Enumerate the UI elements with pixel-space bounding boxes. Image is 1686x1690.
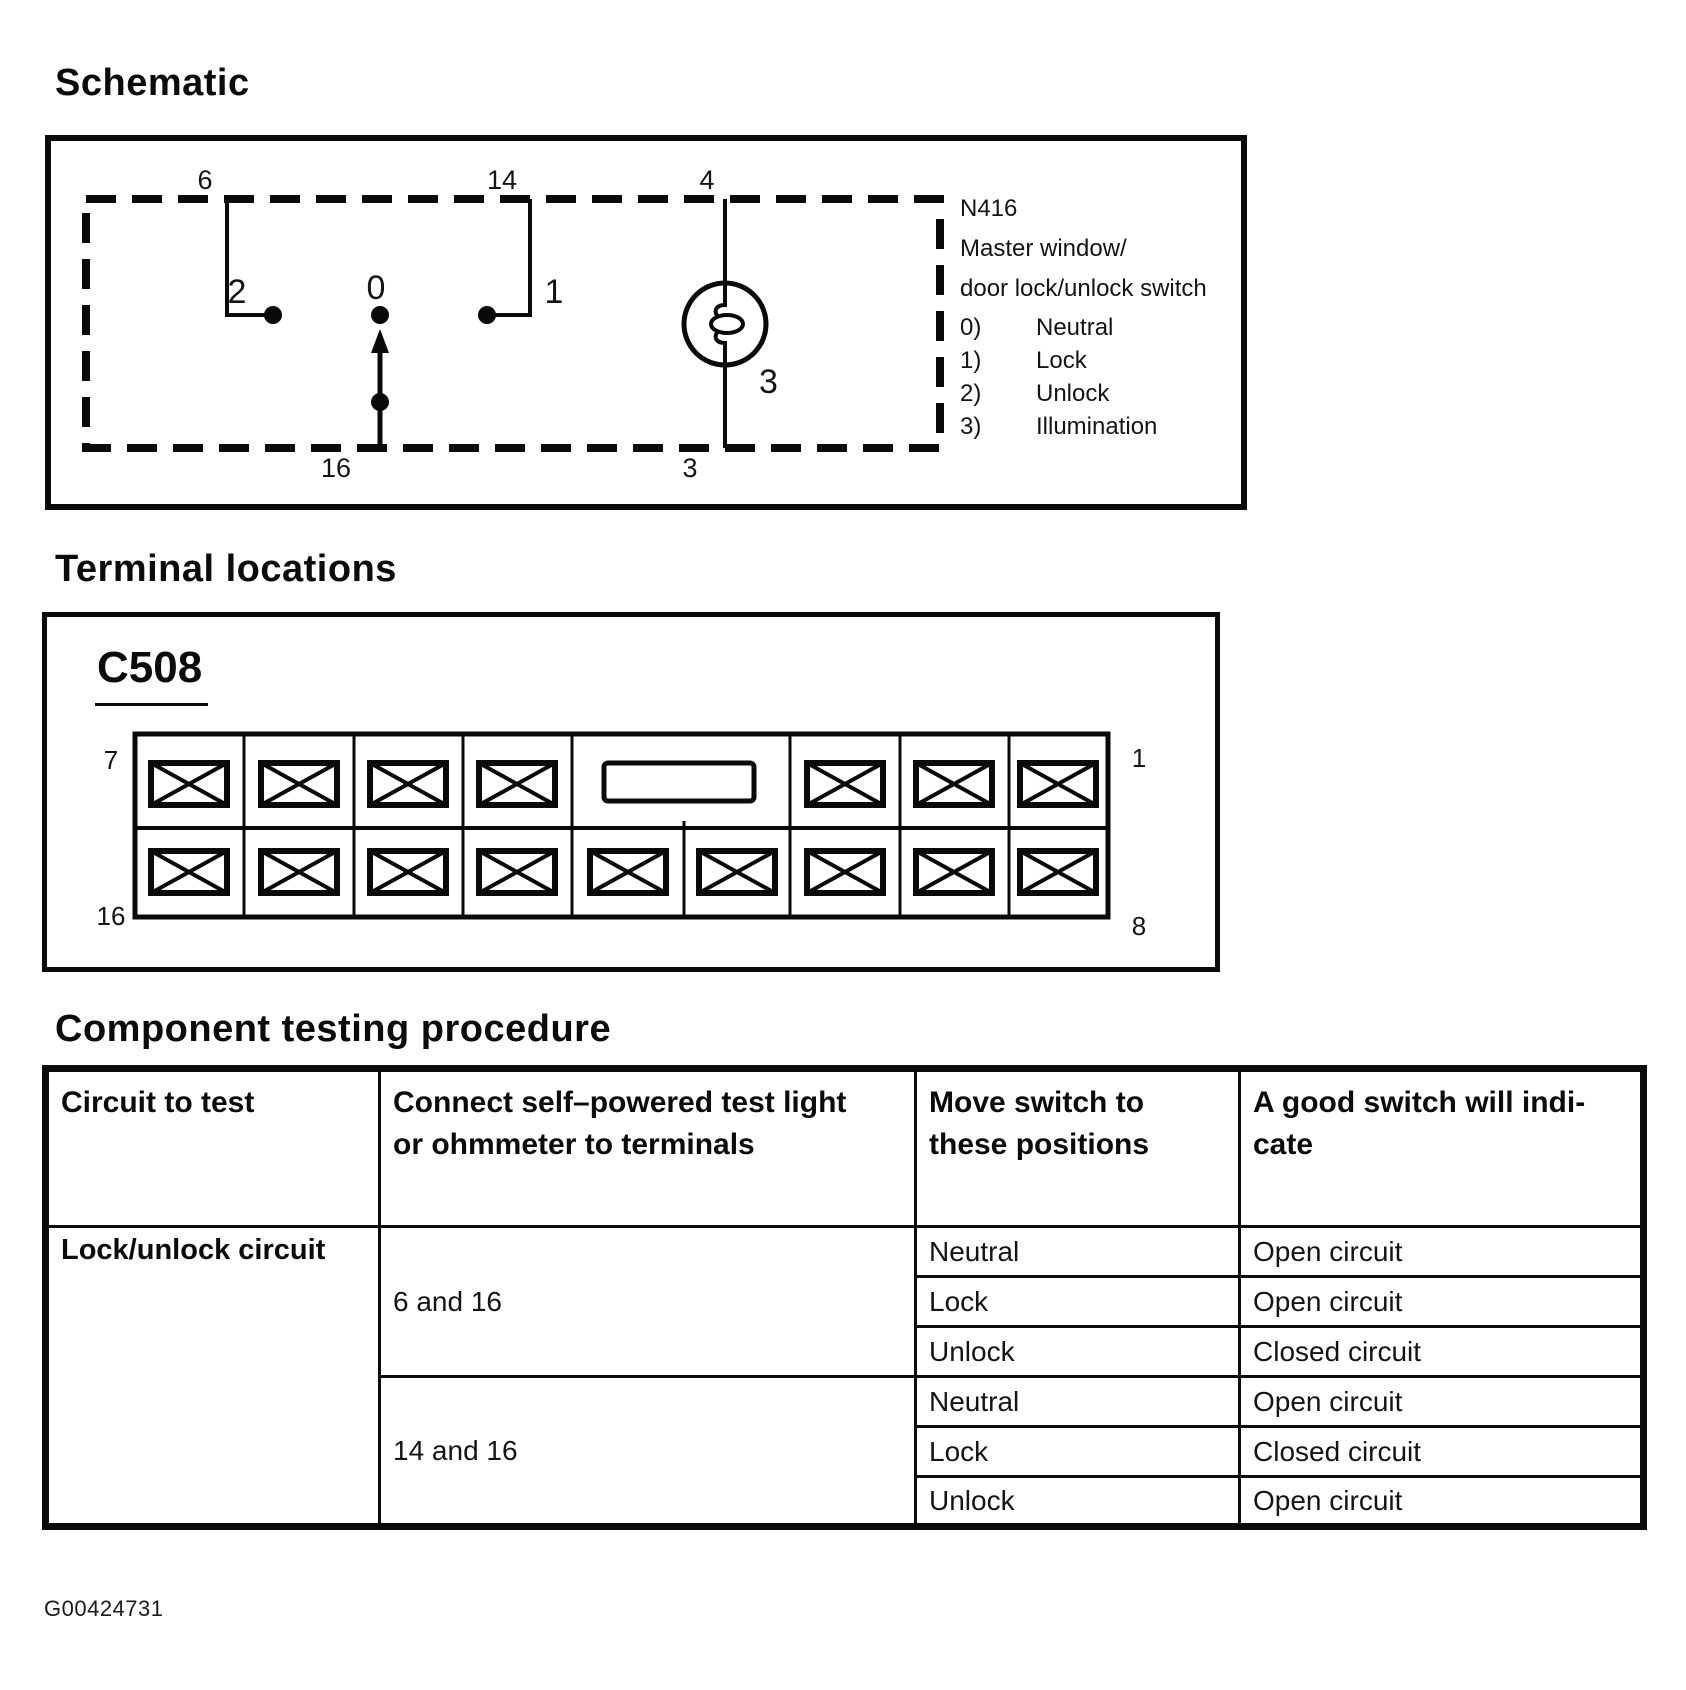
cell-terminals-14-16: 14 and 16 [380,1377,916,1527]
cell-circuit-name: Lock/unlock circuit [46,1227,380,1527]
cell-result: Open circuit [1240,1277,1644,1327]
cell-result: Open circuit [1240,1477,1644,1527]
legend-item-lock [960,344,1230,377]
terminal-label-14: 14 [486,165,518,195]
legend-item-unlock [960,377,1230,410]
blank-key-slot [604,763,754,801]
terminal-locations-section-title: Terminal locations [55,548,397,590]
schematic-diagram [45,135,1247,510]
cell-result: Closed circuit [1240,1327,1644,1377]
legend-name-line2: door lock/unlock switch [960,275,1207,302]
terminal-label-16: 16 [320,453,352,483]
switch-arm-pivot-dot [371,393,389,411]
terminal-label-6: 6 [197,165,213,195]
testing-table [42,1065,1647,1530]
contact-dot-unlock [264,306,282,324]
terminal-label-3: 3 [682,453,698,483]
legend-item-label: Illumination [1036,413,1158,440]
position-label-unlock: 2 [227,273,247,311]
wire-terminal-14 [490,199,530,315]
legend-component-id: N416 [960,195,1018,222]
legend-item-illumination [960,410,1230,443]
cell-result: Closed circuit [1240,1427,1644,1477]
lamp-filament-bottom [716,331,725,361]
pin-label-1: 1 [1131,743,1147,773]
header-line: Move switch to [929,1086,1145,1119]
cell-terminals-6-16: 6 and 16 [380,1227,916,1377]
pin-label-8: 8 [1131,911,1147,941]
position-label-illumination: 3 [759,363,778,401]
cell-position: Neutral [916,1227,1240,1277]
schematic-section-title: Schematic [55,62,250,104]
legend-item-number: 0) [960,314,982,341]
cell-position: Unlock [916,1327,1240,1377]
legend-item-number: 1) [960,347,982,374]
legend-item-label: Unlock [1036,380,1110,407]
header-switch-positions [916,1069,1240,1227]
figure-reference-code: G00424731 [44,1596,164,1621]
cell-position: Lock [916,1277,1240,1327]
bottom-row-terminals [151,851,1096,893]
legend-name-line1: Master window/ [960,235,1127,262]
connector-drawing [47,617,1215,967]
legend-item-label: Neutral [1036,314,1114,341]
cell-position: Neutral [916,1377,1240,1427]
cell-position: Lock [916,1427,1240,1477]
cell-result: Open circuit [1240,1377,1644,1427]
lamp-filament-top [716,287,725,317]
header-line: Connect self–powered test light [393,1086,847,1119]
top-row-terminals [151,763,1096,805]
pin-label-7: 7 [103,745,119,775]
legend-item-label: Lock [1036,347,1087,374]
header-line: Circuit to test [61,1086,255,1119]
lamp-filament-loop [711,315,743,333]
legend-item-neutral [960,311,1230,344]
schematic-legend [960,189,1230,443]
legend-position-list [960,311,1230,443]
position-label-lock: 1 [544,273,564,311]
component-dashed-outline [86,199,940,448]
header-line: A good switch will indi- [1253,1086,1586,1119]
table-header-row [46,1069,1644,1227]
contact-dot-lock [478,306,496,324]
cell-result: Open circuit [1240,1227,1644,1277]
cell-position: Unlock [916,1477,1240,1527]
terminal-label-4: 4 [699,165,715,195]
legend-item-number: 2) [960,380,982,407]
terminal-locations-diagram [42,612,1220,972]
header-line: these positions [929,1128,1150,1161]
header-line: cate [1253,1128,1314,1161]
top-row-dividers [244,734,1009,828]
testing-section-title: Component testing procedure [55,1008,612,1050]
header-line: or ohmmeter to terminals [393,1128,755,1161]
header-connect-terminals [380,1069,916,1227]
contact-dot-neutral [371,306,389,324]
table-row [46,1227,1644,1277]
connector-id-label: C508 [95,643,208,706]
header-good-switch [1240,1069,1644,1227]
position-label-neutral: 0 [366,269,386,307]
legend-item-number: 3) [960,413,982,440]
pin-label-16: 16 [96,901,126,931]
header-circuit [46,1069,380,1227]
